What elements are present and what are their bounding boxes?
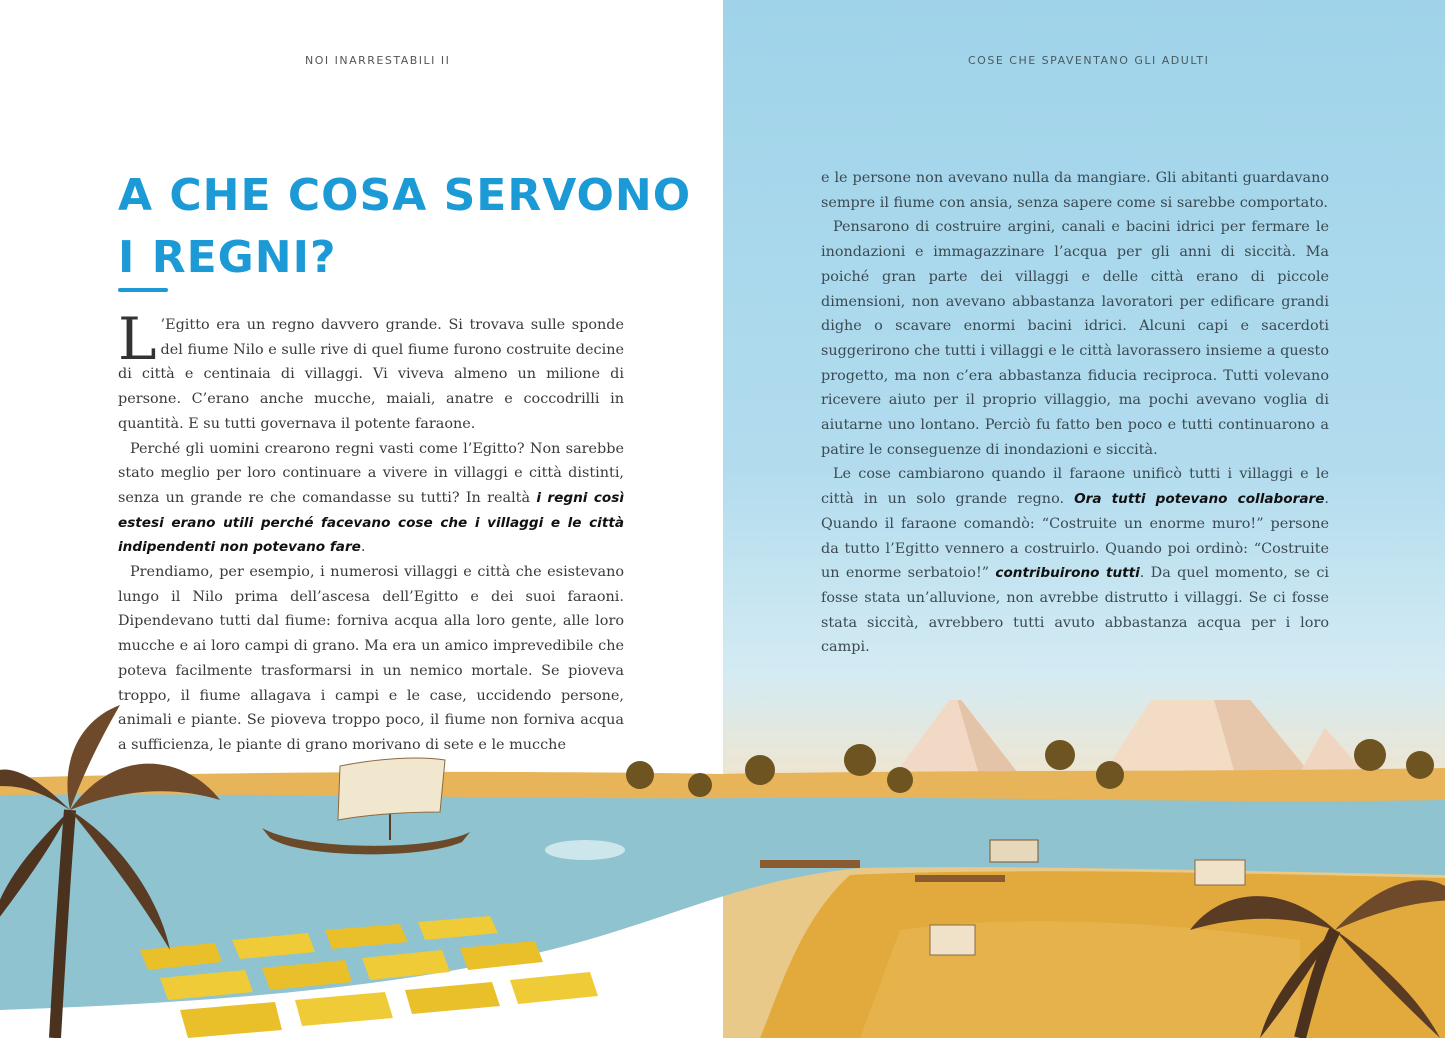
boat-sail bbox=[338, 758, 445, 820]
chapter-title-line-2: I REGNI? bbox=[118, 232, 337, 283]
paragraph-2 bbox=[118, 437, 624, 561]
hut bbox=[1195, 860, 1245, 885]
hut bbox=[930, 925, 975, 955]
paragraph-6-end: . Da quel momento, se ci fosse stata un’alluvione, non avrebbe distrutto i villaggi. Se ci fosse stata siccità, avrebbero tutti avuto abbastanza acqua per i loro campi. bbox=[821, 565, 1329, 656]
paragraph-3: Prendiamo, per esempio, i numerosi villaggi e città che esistevano lungo il Nilo prima dell’ascesa dell’Egitto e dei suoi faraoni. Dipendevano tutti dal fiume: forniva acqua alla loro gente, alle loro mucche e ai loro campi di grano. Ma era un amico imprevedibile che poteva facilmente trasformarsi in un nemico mortale. Se pioveva troppo, il fiume allagava i campi e le case, uccidendo persone, animali e piante. Se pioveva troppo poco, il fiume non forniva acqua a sufficienza, le piante di grano morivano di sete e le mucche bbox=[118, 564, 624, 753]
drop-cap: L bbox=[118, 305, 157, 373]
paragraph-1-text: ’Egitto era un regno davvero grande. Si trovava sulle sponde del fiume Nilo e sulle rive di quel fiume furono costruite decine di città e centinaia di villaggi. Vi viveva almeno un milione di persone. C’erano anche mucche, maiali, anatre e coccodrilli in quantità. E su tutti governava il potente faraone. bbox=[118, 317, 624, 432]
field bbox=[180, 1002, 282, 1038]
paragraph-5: Pensarono di costruire argini, canali e bacini idrici per fermare le inondazioni e immagazzinare l’acqua per gli anni di siccità. Ma poiché gran parte dei villaggi e delle città erano di piccole dimensioni, non avevano abbastanza lavoratori per edificare grandi dighe o scavare enormi bacini idrici. Alcuni capi e sacerdoti suggerirono che tutti i villaggi e le città lavorassero insieme a questo progetto, ma non c’era abbastanza fiducia reciproca. Tutti volevano ricevere aiuto per il proprio villaggio, ma pochi avevano voglia di aiutarne uno lontano. Perciò fu fatto ben poco e tutti continuarono a patire le conseguenze di inondazioni e siccità. bbox=[821, 219, 1329, 458]
paragraph-2-end: . bbox=[360, 539, 366, 556]
highlighted-phrase: i regni così estesi erano utili perché facevano cose che i villaggi e le città indipendenti non potevano fare bbox=[118, 489, 624, 556]
paragraph-2-text: Perché gli uomini crearono regni vasti come l’Egitto? Non sarebbe stato meglio per loro continuare a vivere in villaggi e città distinti, senza un grande re che comandasse su tutti? In realtà bbox=[118, 440, 624, 506]
left-body-text bbox=[118, 305, 624, 758]
highlighted-phrase-1: Ora tutti potevano collaborare bbox=[1074, 491, 1325, 508]
dock bbox=[915, 875, 1005, 882]
highlighted-phrase-2: contribuirono tutti bbox=[995, 565, 1140, 582]
field bbox=[295, 992, 393, 1026]
right-body-text bbox=[821, 166, 1329, 660]
field bbox=[510, 972, 598, 1004]
chapter-title bbox=[118, 165, 691, 289]
paragraph-6 bbox=[821, 462, 1329, 660]
title-underline bbox=[118, 288, 168, 292]
chapter-title-line-1: A CHE COSA SERVONO bbox=[118, 170, 692, 221]
nile-illustration bbox=[0, 700, 1445, 1038]
paragraph-6-middle: . Quando il faraone comandò: “Costruite un enorme muro!” persone da tutto l’Egitto vennero a costruirlo. Quando poi ordinò: “Costruite un enorme serbatoio!” bbox=[821, 491, 1329, 582]
dock bbox=[760, 860, 860, 868]
running-head-left: NOI INARRESTABILI II bbox=[305, 54, 451, 67]
paragraph-6-text: Le cose cambiarono quando il faraone unificò tutti i villaggi e le città in un solo grande regno. bbox=[821, 466, 1329, 508]
paragraph-1 bbox=[118, 305, 624, 437]
sun-reflection bbox=[545, 840, 625, 860]
paragraph-4: e le persone non avevano nulla da mangiare. Gli abitanti guardavano sempre il fiume con ansia, senza sapere come si sarebbe comportato. bbox=[821, 170, 1329, 211]
running-head-right: COSE CHE SPAVENTANO GLI ADULTI bbox=[968, 54, 1210, 67]
field bbox=[405, 982, 500, 1014]
sand-highlight bbox=[860, 921, 1300, 1038]
hut bbox=[990, 840, 1038, 862]
